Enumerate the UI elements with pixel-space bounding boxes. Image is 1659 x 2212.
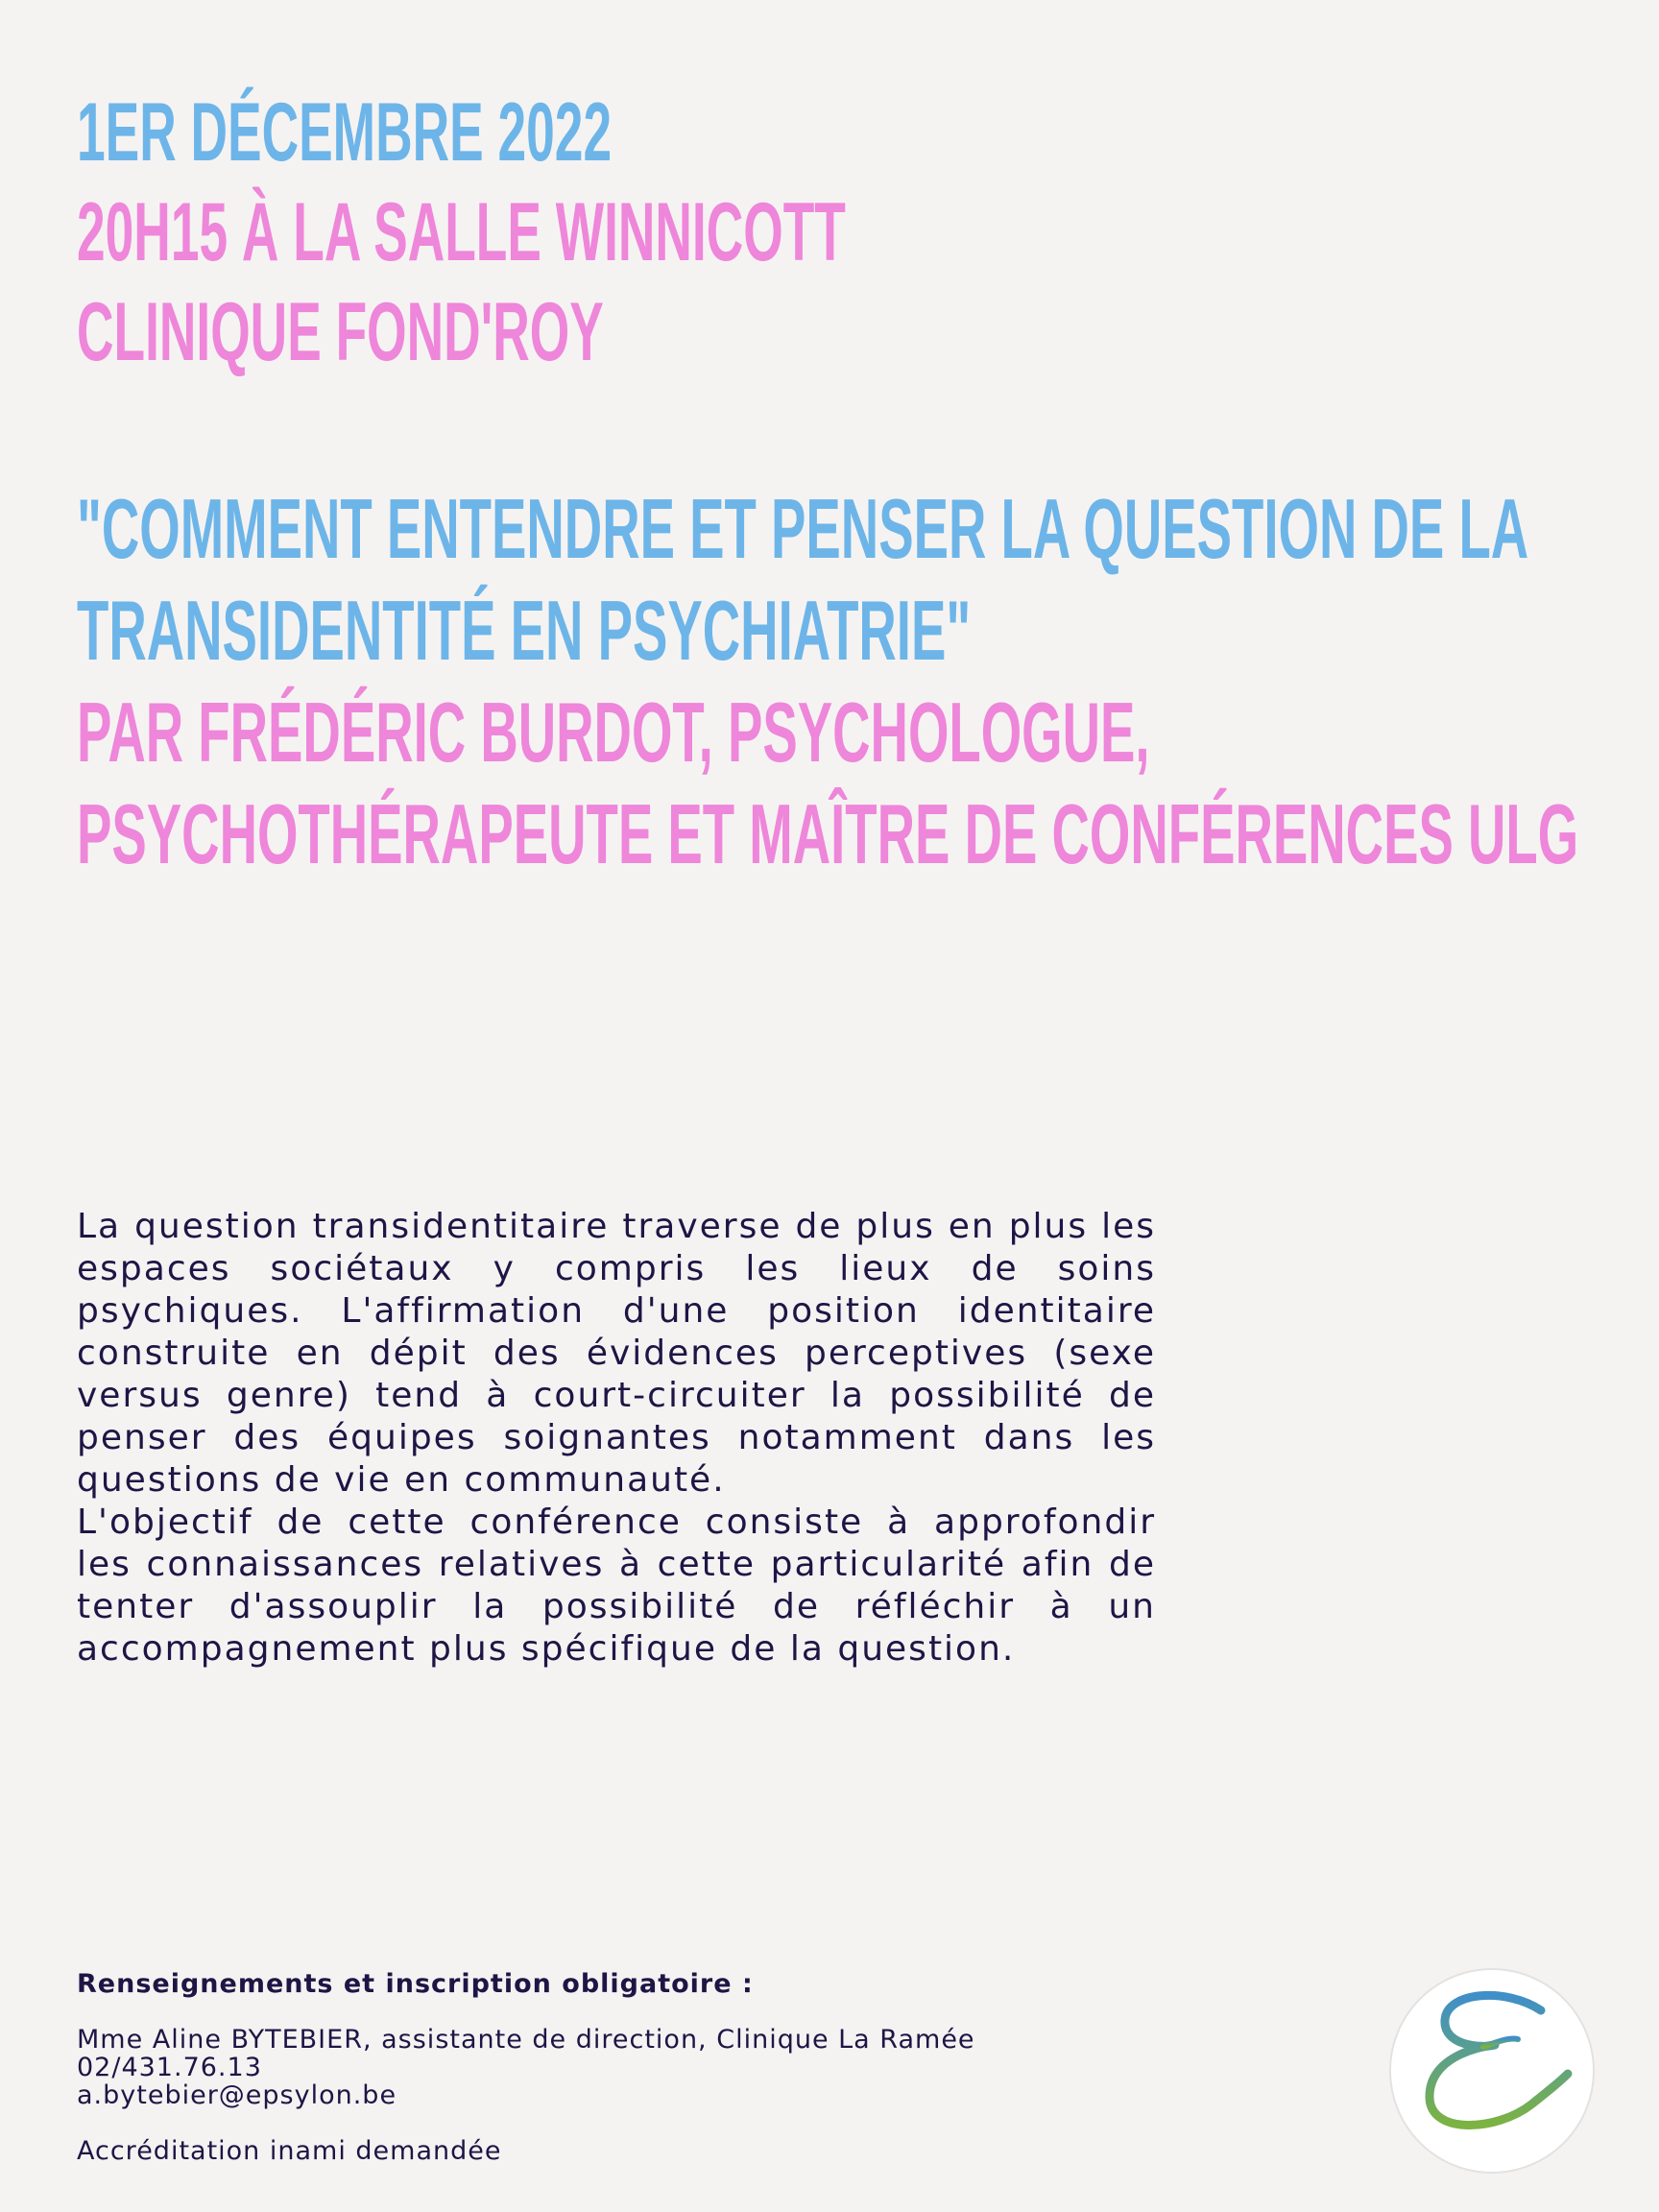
event-date: 1ER DÉCEMBRE 2022 bbox=[77, 86, 613, 179]
contact-email: a.bytebier@epsylon.be bbox=[77, 2080, 397, 2110]
event-clinic: CLINIQUE FOND'ROY bbox=[77, 286, 604, 378]
accreditation-note: Accréditation inami demandée bbox=[77, 2136, 502, 2166]
contact-person: Mme Aline BYTEBIER, assistante de direction, Clinique La Ramée bbox=[77, 2025, 975, 2055]
speaker-line-2: PSYCHOTHÉRAPEUTE ET MAÎTRE DE CONFÉRENCES ULG bbox=[77, 786, 1579, 881]
conference-title-line-2: TRANSIDENTITÉ EN PSYCHIATRIE" bbox=[77, 583, 972, 678]
epsylon-logo bbox=[1389, 1968, 1595, 2174]
contact-block bbox=[77, 1970, 975, 2165]
description-paragraph-1: La question transidentitaire traverse de plus en plus les espaces sociétaux y compris les lieux de soins psychiques. L'affirmation d'une position identitaire construite en dépit des évidences perceptives (sexe versus genre) tend à court-circuiter la possibilité de penser des équipes soignantes notamment dans les questions de vie en communauté. bbox=[77, 1207, 1156, 1500]
contact-label: Renseignements et inscription obligatoire : bbox=[77, 1969, 754, 1999]
description bbox=[77, 1206, 1156, 1671]
event-time-place: 20H15 À LA SALLE WINNICOTT bbox=[77, 186, 846, 278]
epsylon-e-logo-icon bbox=[1391, 1970, 1593, 2172]
speaker-line-1: PAR FRÉDÉRIC BURDOT, PSYCHOLOGUE, bbox=[77, 685, 1150, 780]
description-paragraph-2: L'objectif de cette conférence consiste à approfondir les connaissances relatives à cette particularité afin de tenter d'assouplir la possibilité de réfléchir à un accompagnement plus spécifique de la question. bbox=[77, 1503, 1156, 1669]
contact-phone: 02/431.76.13 bbox=[77, 2053, 262, 2082]
conference-title-line-1: "COMMENT ENTENDRE ET PENSER LA QUESTION DE LA bbox=[77, 481, 1529, 576]
